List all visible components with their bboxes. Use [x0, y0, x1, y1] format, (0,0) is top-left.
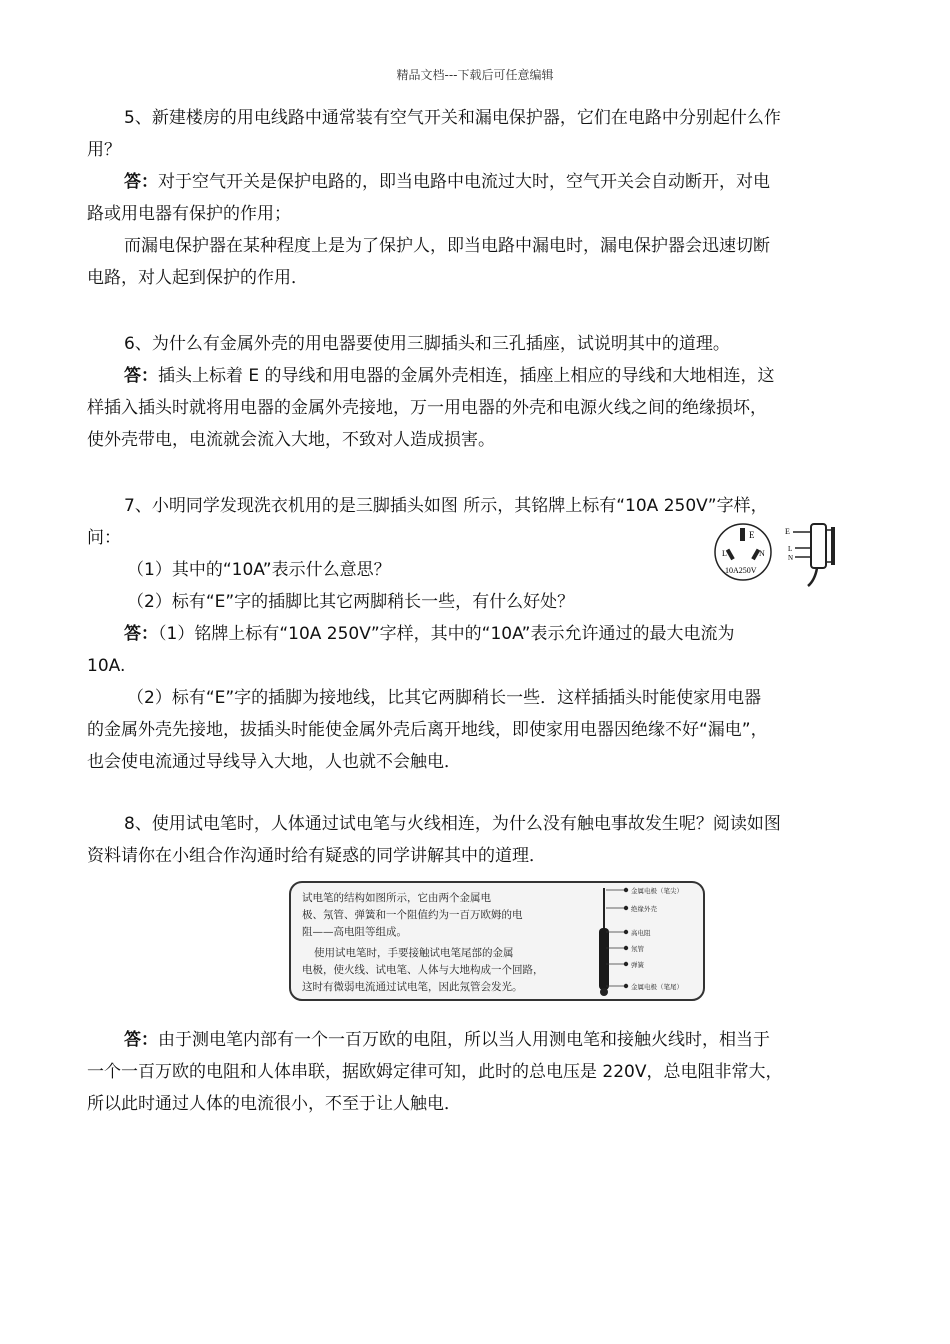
q5-answer-line-4: 电路，对人起到保护的作用． [87, 268, 308, 288]
q7-sub-question-1: （1）其中的“10A”表示什么意思？ [127, 560, 391, 580]
q8-question-line-2: 资料请你在小组合作沟通时给有疑惑的同学讲解其中的道理． [87, 846, 546, 866]
q5-answer-text-1: 对于空气开关是保护电路的，即当电路中电流过大时，空气开关会自动断开，对电 [158, 172, 770, 192]
q7-answer-line-5: 也会使电流通过导线导入大地，人也就不会触电． [87, 752, 461, 772]
q8-answer-line-3: 所以此时通过人体的电流很小，不至于让人触电． [87, 1094, 461, 1114]
q7-question-line-2: 问： [87, 528, 121, 548]
document-body [87, 104, 877, 1122]
test-pen-diagram [288, 880, 706, 1002]
q7-answer-text-1: （1）铭牌上标有“10A 250V”字样，其中的“10A”表示允许通过的最大电流为 [158, 624, 735, 644]
q5-answer-line-2: 路或用电器有保护的作用； [87, 204, 291, 224]
pen-text-line-1: 试电笔的结构如图所示，它由两个金属电 [302, 892, 491, 904]
spacer [87, 296, 877, 330]
q6-question-line-1: 6、为什么有金属外壳的用电器要使用三脚插头和三孔插座，试说明其中的道理。 [124, 334, 730, 354]
q5-answer-line-3: 而漏电保护器在某种程度上是为了保护人，即当电路中漏电时，漏电保护器会迅速切断 [124, 236, 770, 256]
q7-answer-line-3: （2）标有“E”字的插脚为接地线，比其它两脚稍长一些．这样插插头时能使家用电器 [127, 688, 762, 708]
q7-answer-line-2: 10A. [87, 656, 126, 676]
spacer [87, 458, 877, 492]
spacer [87, 780, 877, 810]
answer-label: 答： [124, 624, 158, 644]
pen-body [599, 928, 609, 990]
label-resistor: 高电阻 [631, 929, 651, 937]
label-cap-electrode: 金属电极（笔尾） [631, 983, 683, 991]
q5-answer-line-1 [87, 168, 877, 200]
answer-label: 答： [124, 1030, 158, 1050]
pin-e-label: E [749, 530, 755, 540]
answer-label: 答： [124, 366, 158, 386]
q5-question-line-1: 5、新建楼房的用电线路中通常装有空气开关和漏电保护器，它们在电路中分别起什么作 [124, 108, 781, 128]
test-pen-figure [288, 880, 706, 1002]
q8-answer-text-1: 由于测电笔内部有一个一百万欧的电阻，所以当人用测电笔和接触火线时，相当于 [158, 1030, 770, 1050]
q6-answer-line-2: 样插入插头时就将用电器的金属外壳接地，万一用电器的外壳和电源火线之间的绝缘损坏， [87, 398, 767, 418]
label-neon-tube: 氖管 [631, 945, 644, 953]
q5-question-line-2: 用？ [87, 140, 121, 160]
pen-text-line-6: 这时有微弱电流通过试电笔，因此氖管会发光。 [302, 981, 523, 993]
pen-text-line-3: 阻——高电阻等组成。 [302, 926, 407, 938]
pin-l-slot [726, 549, 735, 561]
q7-answer-line-4: 的金属外壳先接地，拔插头时能使金属外壳后离开地线，即使家用电器因绝缘不好“漏电”， [87, 720, 768, 740]
pin-n-label: N [759, 549, 765, 558]
q8-answer-line-2: 一个一百万欧的电阻和人体串联，据欧姆定律可知，此时的总电压是 220V，总电阻非常大， [87, 1062, 783, 1082]
three-pin-plug-figure [713, 518, 837, 590]
label-tip-electrode: 金属电极（笔尖） [631, 887, 683, 895]
q8-answer-line-1 [87, 1026, 877, 1058]
label-spring: 弹簧 [631, 961, 644, 969]
pen-text-line-2: 极、氖管、弹簧和一个阻值约为一百万欧姆的电 [302, 909, 523, 921]
q8-answer-block [87, 1026, 877, 1122]
page-header: 精品文档---下载后可任意编辑 [396, 68, 554, 82]
answer-label: 答： [124, 172, 158, 192]
pen-cap [600, 988, 608, 996]
plug-rating-label: 10A250V [725, 566, 757, 575]
q6-answer-line-3: 使外壳带电，电流就会流入大地，不致对人造成损害。 [87, 430, 495, 450]
q7-sub-question-2: （2）标有“E”字的插脚比其它两脚稍长一些，有什么好处？ [127, 592, 575, 612]
pin-l-label: L [722, 549, 727, 558]
side-l-label: L [788, 545, 793, 553]
pen-text-line-5: 电极，使火线、试电笔、人体与大地构成一个回路， [302, 964, 544, 976]
pen-text-line-4: 使用试电笔时，手要接触试电笔尾部的金属 [314, 947, 514, 959]
q7-question-line-1: 7、小明同学发现洗衣机用的是三脚插头如图 所示，其铭牌上标有“10A 250V”字样， [124, 496, 768, 516]
plug-diagram [713, 518, 837, 590]
pin-e-slot [740, 528, 745, 541]
label-insulation: 绝缘外壳 [631, 905, 657, 913]
q6-answer-line-1 [87, 362, 877, 394]
q8-question-line-1: 8、使用试电笔时，人体通过试电笔与火线相连，为什么没有触电事故发生呢？阅读如图 [124, 814, 781, 834]
side-e-label: E [785, 527, 790, 536]
side-n-label: N [788, 554, 794, 562]
q7-answer-line-1 [87, 620, 877, 652]
q6-answer-text-1: 插头上标着 E 的导线和用电器的金属外壳相连，插座上相应的导线和大地相连，这 [158, 366, 775, 386]
